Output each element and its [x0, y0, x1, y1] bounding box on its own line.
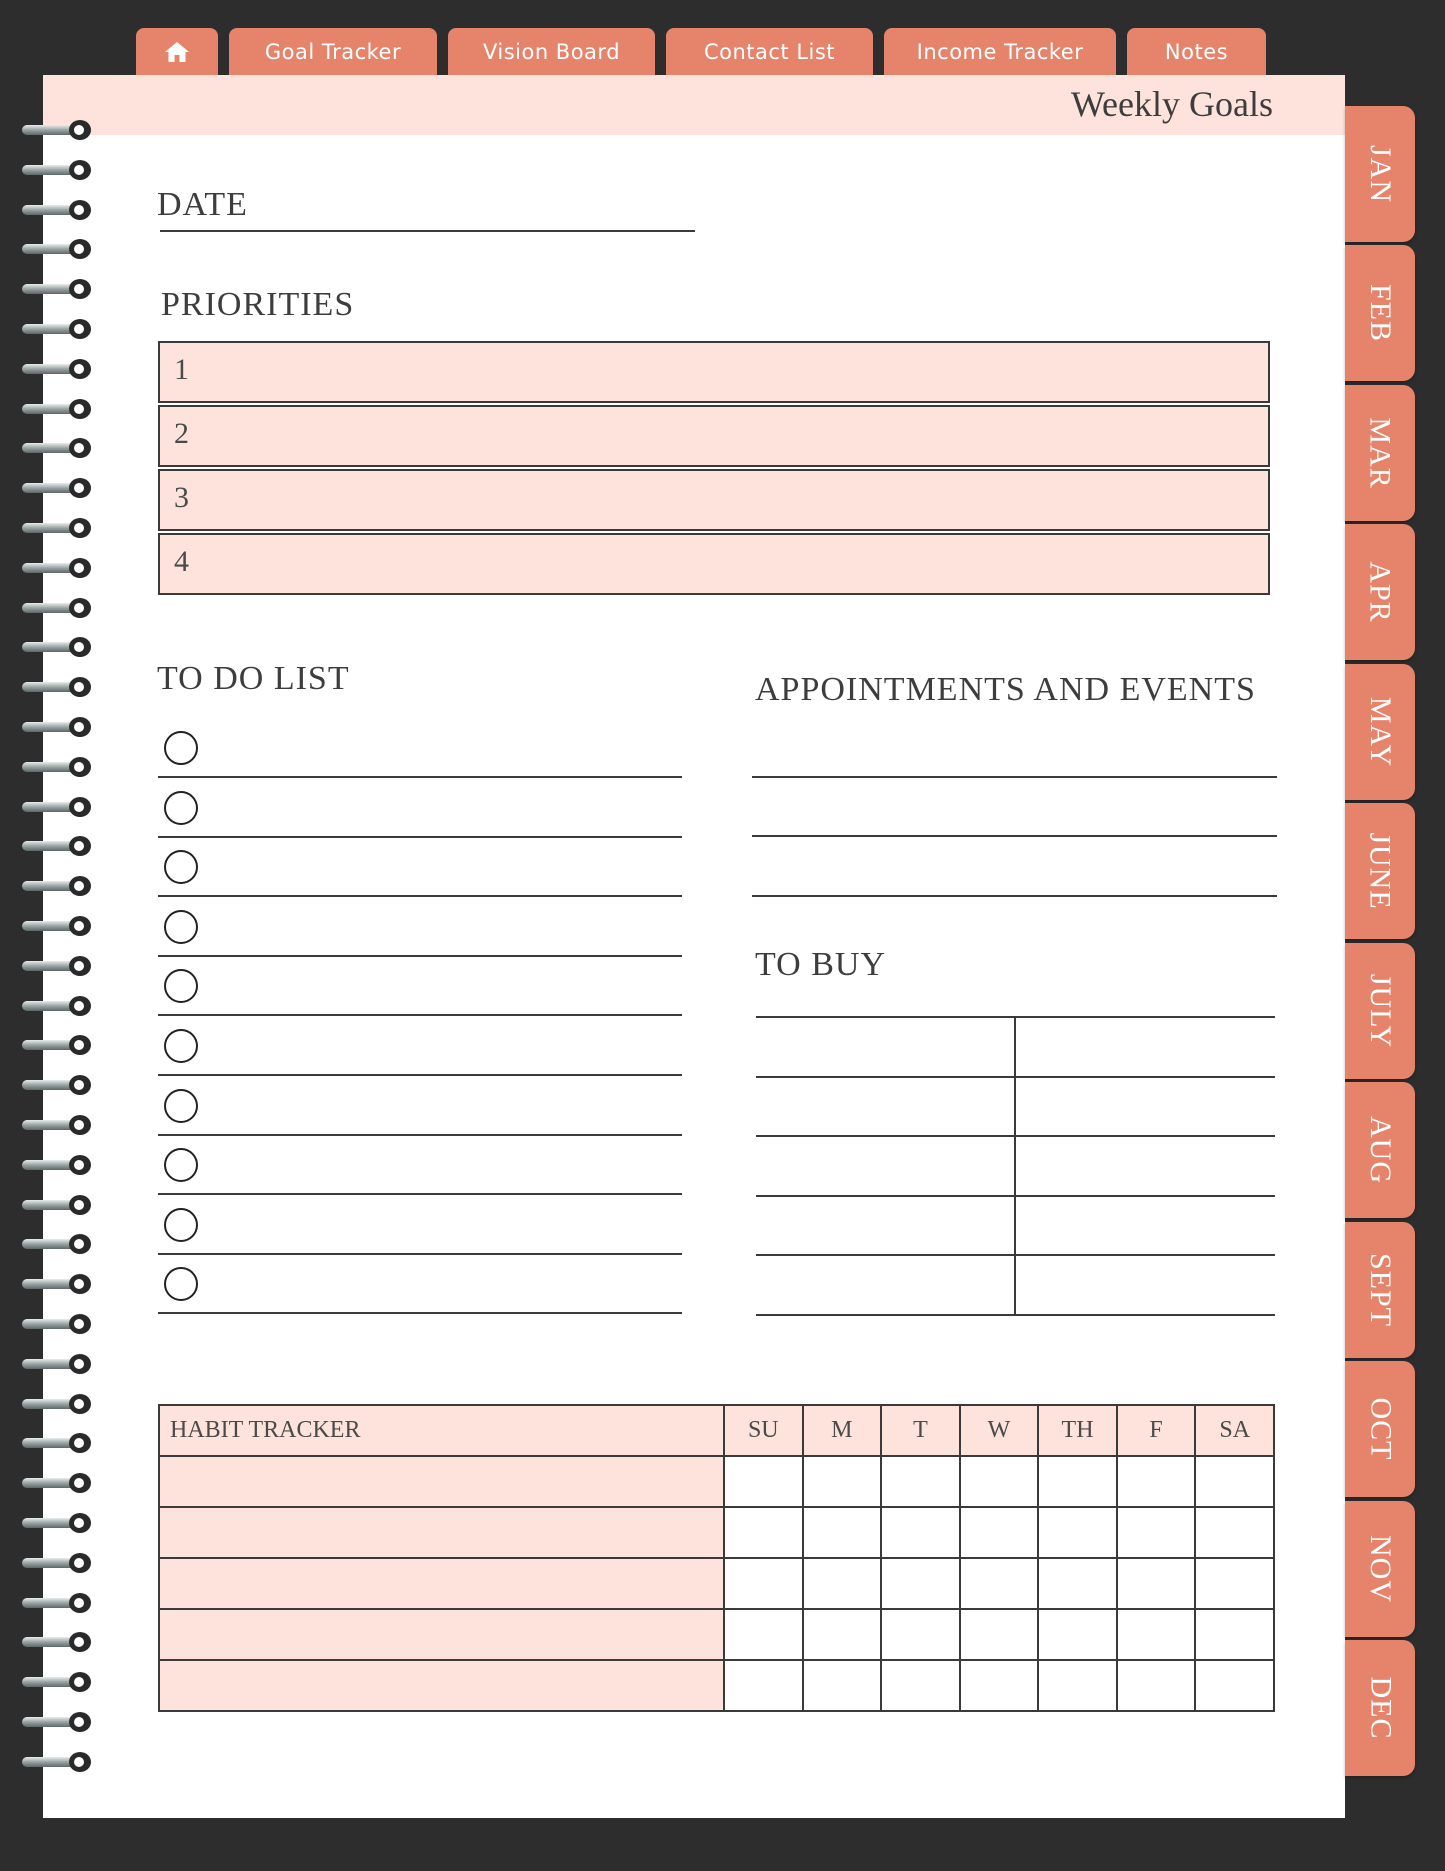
todo-line[interactable]: [158, 955, 682, 957]
month-label: NOV: [1364, 1535, 1397, 1603]
todo-line[interactable]: [158, 1193, 682, 1195]
habit-check-cell[interactable]: [1117, 1507, 1196, 1558]
spiral-ring: [22, 1233, 94, 1255]
habit-check-cell[interactable]: [960, 1507, 1039, 1558]
spiral-ring: [22, 477, 94, 499]
spiral-ring: [22, 597, 94, 619]
todo-line[interactable]: [158, 1253, 682, 1255]
tab-income-tracker[interactable]: Income Tracker: [884, 28, 1116, 75]
home-icon: [164, 40, 190, 64]
month-label: SEPT: [1364, 1252, 1397, 1328]
month-tab-dec[interactable]: [1345, 1640, 1415, 1776]
to-buy-divider: [1014, 1016, 1016, 1316]
month-tab-july[interactable]: [1345, 943, 1415, 1079]
todo-checkbox[interactable]: [164, 1029, 198, 1063]
spiral-ring: [22, 398, 94, 420]
todo-checkbox[interactable]: [164, 850, 198, 884]
habit-check-cell[interactable]: [881, 1456, 960, 1507]
habit-row: [159, 1456, 1274, 1507]
spiral-ring: [22, 955, 94, 977]
day-f: F: [1117, 1405, 1196, 1456]
habit-check-cell[interactable]: [1117, 1660, 1196, 1711]
habit-check-cell[interactable]: [1038, 1456, 1117, 1507]
month-label: JAN: [1363, 144, 1397, 204]
habit-name-cell[interactable]: [159, 1609, 724, 1660]
month-tab-mar[interactable]: [1345, 385, 1415, 521]
spiral-ring: [22, 1353, 94, 1375]
month-tab-feb[interactable]: [1345, 245, 1415, 381]
habit-check-cell[interactable]: [1038, 1660, 1117, 1711]
habit-check-cell[interactable]: [724, 1456, 803, 1507]
to-buy-label: TO BUY: [755, 946, 886, 983]
month-tab-oct[interactable]: [1345, 1361, 1415, 1497]
habit-name-cell[interactable]: [159, 1507, 724, 1558]
spiral-ring: [22, 716, 94, 738]
tab-contact-list[interactable]: Contact List: [666, 28, 873, 75]
spiral-ring: [22, 756, 94, 778]
spiral-ring: [22, 159, 94, 181]
spiral-ring: [22, 557, 94, 579]
habit-row: [159, 1660, 1274, 1711]
habit-check-cell[interactable]: [1195, 1456, 1274, 1507]
todo-checkbox[interactable]: [164, 731, 198, 765]
date-input-line[interactable]: [160, 230, 695, 232]
priority-number: 2: [174, 417, 189, 450]
day-su: SU: [724, 1405, 803, 1456]
month-tab-sept[interactable]: [1345, 1222, 1415, 1358]
todo-checkbox[interactable]: [164, 1089, 198, 1123]
spiral-ring: [22, 318, 94, 340]
home-tab[interactable]: [136, 28, 218, 75]
spiral-ring: [22, 1751, 94, 1773]
todo-line[interactable]: [158, 895, 682, 897]
habit-check-cell[interactable]: [881, 1558, 960, 1609]
month-label: APR: [1363, 561, 1397, 623]
day-th: TH: [1038, 1405, 1117, 1456]
day-t: T: [881, 1405, 960, 1456]
priorities-label: PRIORITIES: [161, 286, 355, 323]
spiral-ring: [22, 1631, 94, 1653]
appointment-line[interactable]: [752, 776, 1277, 778]
habit-check-cell[interactable]: [724, 1558, 803, 1609]
month-label: AUG: [1364, 1116, 1397, 1184]
spiral-ring: [22, 1512, 94, 1534]
habit-check-cell[interactable]: [960, 1558, 1039, 1609]
todo-line[interactable]: [158, 836, 682, 838]
todo-checkbox[interactable]: [164, 1148, 198, 1182]
page-header: [43, 75, 1345, 135]
month-label: JULY: [1364, 973, 1398, 1049]
habit-check-cell[interactable]: [881, 1507, 960, 1558]
day-w: W: [960, 1405, 1039, 1456]
habit-check-cell[interactable]: [960, 1660, 1039, 1711]
month-tab-may[interactable]: [1345, 664, 1415, 800]
habit-check-cell[interactable]: [1117, 1609, 1196, 1660]
priority-row-4[interactable]: [158, 533, 1270, 595]
todo-checkbox[interactable]: [164, 791, 198, 825]
tab-goal-tracker[interactable]: Goal Tracker: [229, 28, 437, 75]
page-title: Weekly Goals: [1070, 84, 1273, 124]
spiral-ring: [22, 1393, 94, 1415]
habit-name-cell[interactable]: [159, 1558, 724, 1609]
appointments-label: APPOINTMENTS AND EVENTS: [755, 671, 1256, 708]
spiral-ring: [22, 1154, 94, 1176]
spiral-ring: [22, 796, 94, 818]
month-tab-aug[interactable]: [1345, 1082, 1415, 1218]
spiral-ring: [22, 1592, 94, 1614]
month-tab-jan[interactable]: [1345, 106, 1415, 242]
habit-check-cell[interactable]: [1117, 1558, 1196, 1609]
appointment-line[interactable]: [752, 895, 1277, 897]
spiral-ring: [22, 278, 94, 300]
spiral-ring: [22, 1671, 94, 1693]
month-label: JUNE: [1364, 832, 1397, 910]
habit-check-cell[interactable]: [881, 1609, 960, 1660]
spiral-ring: [22, 1552, 94, 1574]
habit-check-cell[interactable]: [1038, 1558, 1117, 1609]
habit-check-cell[interactable]: [1195, 1507, 1274, 1558]
month-label: OCT: [1364, 1397, 1397, 1461]
month-label: MAY: [1364, 696, 1398, 768]
priority-number: 1: [174, 353, 189, 386]
habit-name-cell[interactable]: [159, 1660, 724, 1711]
habit-check-cell[interactable]: [803, 1660, 882, 1711]
spiral-ring: [22, 1034, 94, 1056]
spiral-ring: [22, 437, 94, 459]
priority-number: 4: [174, 545, 189, 578]
habit-check-cell[interactable]: [803, 1456, 882, 1507]
habit-check-cell[interactable]: [1195, 1660, 1274, 1711]
habit-check-cell[interactable]: [960, 1456, 1039, 1507]
priority-row-2[interactable]: [158, 405, 1270, 467]
habit-tracker-label: HABIT TRACKER: [159, 1405, 724, 1456]
habit-row: [159, 1558, 1274, 1609]
spiral-ring: [22, 1114, 94, 1136]
habit-check-cell[interactable]: [724, 1609, 803, 1660]
spiral-ring: [22, 238, 94, 260]
spiral-ring: [22, 835, 94, 857]
spiral-ring: [22, 119, 94, 141]
spiral-ring: [22, 1432, 94, 1454]
spiral-ring: [22, 199, 94, 221]
habit-check-cell[interactable]: [724, 1507, 803, 1558]
date-label: DATE: [157, 186, 248, 223]
month-tab-apr[interactable]: [1345, 524, 1415, 660]
habit-tracker-table: [158, 1404, 1275, 1712]
spiral-ring: [22, 636, 94, 658]
todo-label: TO DO LIST: [157, 660, 350, 697]
todo-checkbox[interactable]: [164, 910, 198, 944]
tab-notes[interactable]: Notes: [1127, 28, 1266, 75]
habit-row: [159, 1507, 1274, 1558]
habit-check-cell[interactable]: [1195, 1609, 1274, 1660]
todo-line[interactable]: [158, 1134, 682, 1136]
todo-line[interactable]: [158, 1074, 682, 1076]
day-sa: SA: [1195, 1405, 1274, 1456]
todo-checkbox[interactable]: [164, 1208, 198, 1242]
spiral-ring: [22, 1711, 94, 1733]
habit-check-cell[interactable]: [1038, 1507, 1117, 1558]
habit-header-row: [159, 1405, 1274, 1456]
appointment-line[interactable]: [752, 835, 1277, 837]
habit-check-cell[interactable]: [1038, 1609, 1117, 1660]
month-label: MAR: [1364, 417, 1398, 489]
month-label: DEC: [1364, 1676, 1397, 1740]
tab-vision-board[interactable]: Vision Board: [448, 28, 655, 75]
day-m: M: [803, 1405, 882, 1456]
habit-row: [159, 1609, 1274, 1660]
spiral-ring: [22, 358, 94, 380]
habit-name-cell[interactable]: [159, 1456, 724, 1507]
spiral-ring: [22, 915, 94, 937]
habit-check-cell[interactable]: [1117, 1456, 1196, 1507]
todo-line[interactable]: [158, 1014, 682, 1016]
spiral-ring: [22, 995, 94, 1017]
spiral-ring: [22, 676, 94, 698]
habit-check-cell[interactable]: [1195, 1558, 1274, 1609]
spiral-ring: [22, 1273, 94, 1295]
priority-row-3[interactable]: [158, 469, 1270, 531]
month-tab-nov[interactable]: [1345, 1501, 1415, 1637]
habit-check-cell[interactable]: [803, 1507, 882, 1558]
todo-line[interactable]: [158, 776, 682, 778]
spiral-ring: [22, 517, 94, 539]
habit-check-cell[interactable]: [960, 1609, 1039, 1660]
priority-row-1[interactable]: [158, 341, 1270, 403]
spiral-ring: [22, 875, 94, 897]
spiral-ring: [22, 1472, 94, 1494]
month-tab-june[interactable]: [1345, 803, 1415, 939]
month-label: FEB: [1364, 283, 1397, 343]
todo-line[interactable]: [158, 1312, 682, 1314]
habit-check-cell[interactable]: [803, 1558, 882, 1609]
habit-check-cell[interactable]: [881, 1660, 960, 1711]
spiral-ring: [22, 1074, 94, 1096]
habit-check-cell[interactable]: [724, 1660, 803, 1711]
spiral-ring: [22, 1313, 94, 1335]
spiral-ring: [22, 1194, 94, 1216]
priority-number: 3: [174, 481, 189, 514]
habit-check-cell[interactable]: [803, 1609, 882, 1660]
